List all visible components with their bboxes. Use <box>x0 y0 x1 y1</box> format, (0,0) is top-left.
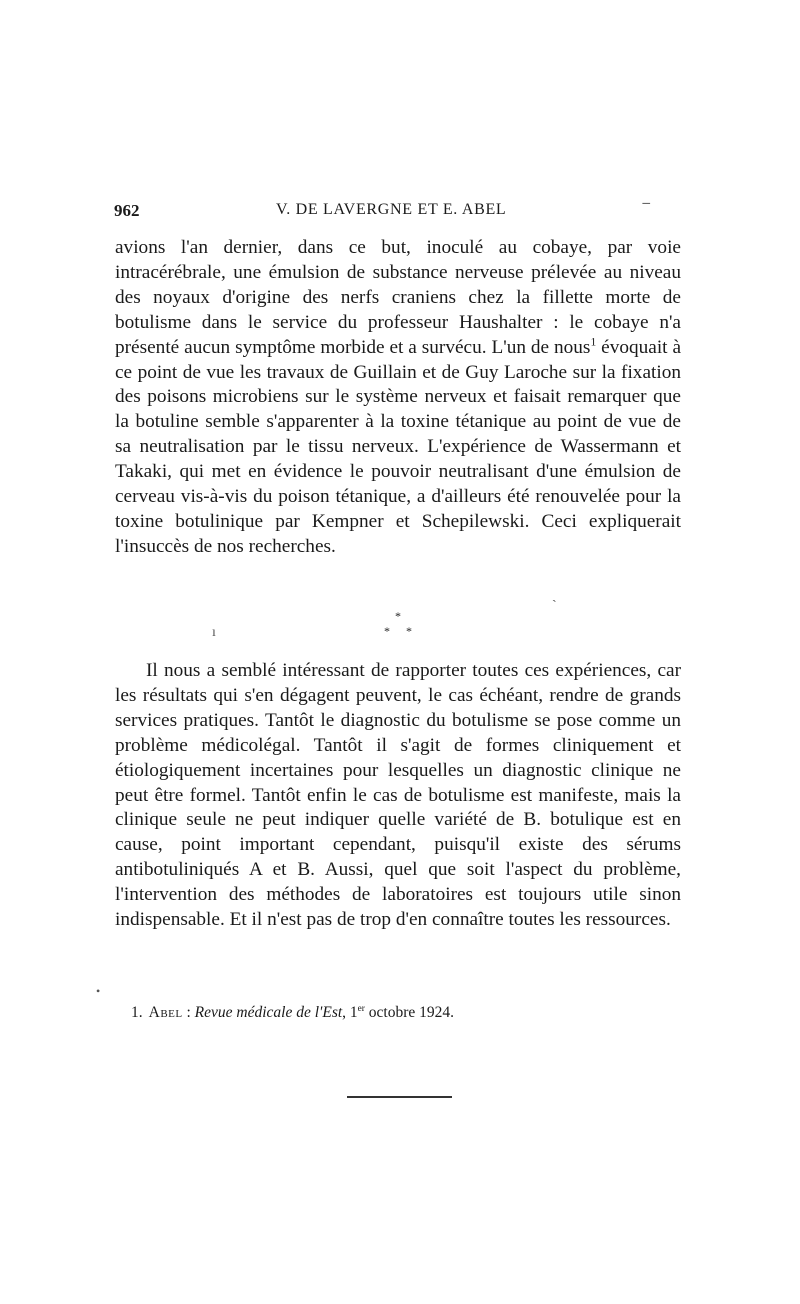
footnote-author: Abel <box>148 1004 183 1021</box>
paragraph-text-continued: évoquait à ce point de vue les travaux de Guillain et de Guy Laroche sur la fixation des poisons microbiens sur le système nerveux et faisait remarquer que la botuline semble s'apparenter à la toxine tétanique au point de vue de sa neutralisation par le tissu nerveux. L'expérience de Wassermann et Takaki, qui met en évidence le pouvoir neutralisant d'une émulsion de cerveau vis-à-vis du poison tétanique, a d'ailleurs été renouvelée pour la toxine botulinique par Kempner et Schepilewski. Ceci expliquerait l'insuccès de nos recherches. <box>115 336 681 557</box>
running-head: V. DE LAVERGNE ET E. ABEL <box>276 201 507 218</box>
footnote-date-superscript: er <box>357 1003 365 1014</box>
page-number: 962 <box>114 201 140 220</box>
body-paragraph-1 <box>115 236 681 560</box>
scan-speck-icon: ı <box>212 625 216 640</box>
footnote-number: 1. <box>131 1004 143 1021</box>
footnote-date: octobre 1924. <box>364 1004 455 1021</box>
page-header <box>114 195 684 225</box>
separator-star-icon: * <box>384 624 390 638</box>
footnote-separator: : <box>182 1004 195 1021</box>
paragraph-text: avions l'an dernier, dans ce but, inoculé au cobaye, par voie intracérébrale, une émulsion de substance nerveuse prélevée au niveau des noyaux d'origine des nerfs craniens chez la fillette morte de botulisme dans le service du professeur Haushalter : le cobaye n'a présenté aucun symptôme morbide et a survécu. L'un de nous <box>115 237 681 358</box>
section-separator <box>381 610 417 642</box>
header-mark: – <box>642 195 650 211</box>
footnote-journal: Revue médicale de l'Est <box>194 1004 343 1021</box>
footnote-date-prefix: , 1 <box>342 1004 358 1021</box>
closing-rule <box>347 1096 452 1098</box>
separator-star-icon: * <box>395 609 401 623</box>
scan-speck-icon: ˎ <box>552 588 557 603</box>
scan-speck-icon: • <box>96 984 101 998</box>
separator-star-icon: * <box>406 624 412 638</box>
footnote <box>131 1003 691 1023</box>
footnote-reference[interactable]: 1 <box>590 335 597 349</box>
body-paragraph-2: Il nous a semblé intéressant de rapporter toutes ces expériences, car les résultats qui s'en dégagent peuvent, le cas échéant, rendre de grands services pratiques. Tantôt le diagnostic du botulisme se pose comme un problème médicolégal. Tantôt il s'agit de formes cliniquement et étiologiquement incertaines pour lesquelles un diagnostic clinique ne peut être formel. Tantôt enfin le cas de botulisme est manifeste, mais la clinique seule ne peut indiquer quelle variété de B. botulique est en cause, point important cependant, puisqu'il existe des sérums antibotuliniqués A et B. Aussi, quel que soit l'aspect du problème, l'intervention des méthodes de laboratoires est toujours utile sinon indispensable. Et il n'est pas de trop d'en connaître toutes les ressources. <box>115 660 681 931</box>
